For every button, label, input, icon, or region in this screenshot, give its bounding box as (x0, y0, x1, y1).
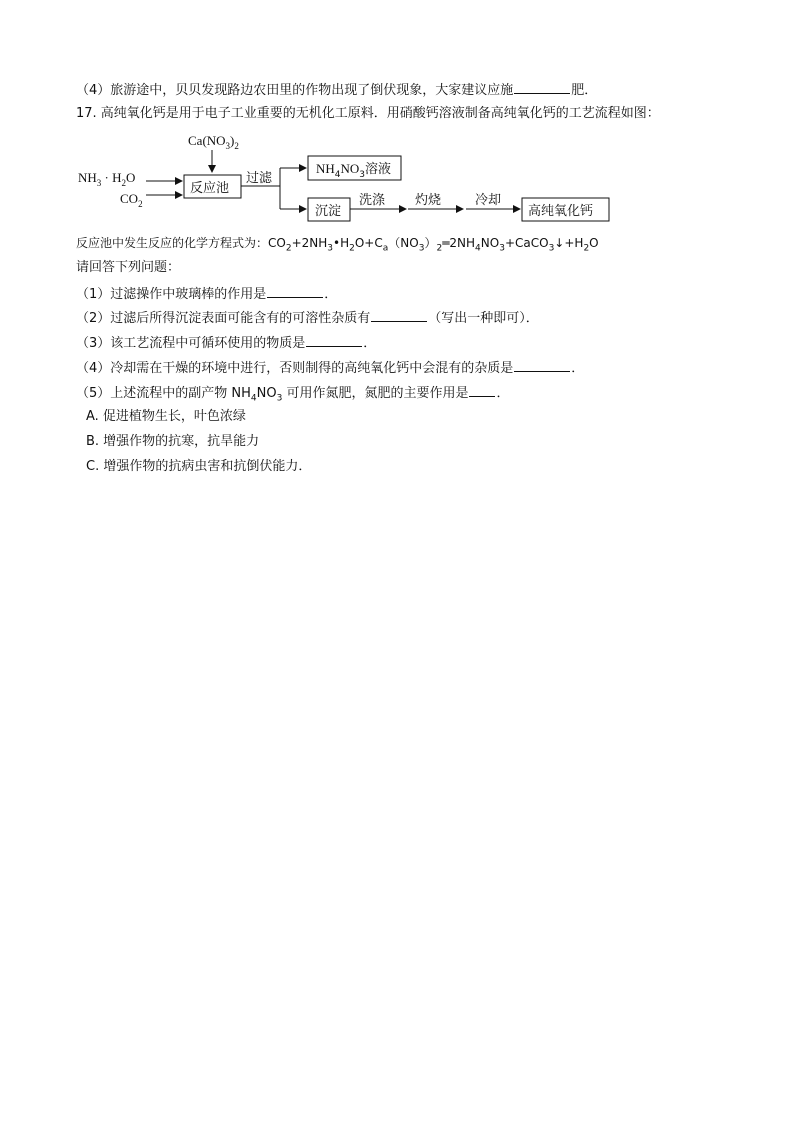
filter-label: 过滤 (246, 171, 273, 186)
sub-question-3-blank[interactable] (306, 332, 362, 347)
sub-question-2-blank[interactable] (371, 307, 427, 322)
q17-stem: 17. 高纯氧化钙是用于电子工业重要的无机化工原料．用硝酸钙溶液制备高纯氧化钙的工艺流程如图： (76, 106, 660, 121)
sub-question-3-tail: ． (363, 336, 377, 351)
sub-question-1-text: （1）过滤操作中玻璃棒的作用是 (76, 287, 267, 302)
q16-4-tail: 肥． (571, 83, 598, 98)
sub-question-2-tail: （写出一种即可）． (428, 311, 539, 326)
sub-question-4 (76, 357, 584, 377)
final-product-label: 高纯氧化钙 (528, 204, 594, 219)
sub-question-3 (76, 332, 376, 352)
option-c[interactable]: C. 增强作物的抗病虫害和抗倒伏能力． (86, 459, 312, 474)
burn-label: 灼烧 (415, 193, 442, 208)
reaction-equation-line (76, 233, 599, 253)
sub-question-1-blank[interactable] (267, 283, 323, 298)
reactor-label: 反应池 (190, 181, 230, 196)
sub-question-4-text: （4）冷却需在干燥的环境中进行，否则制得的高纯氧化钙中会混有的杂质是 (76, 361, 514, 376)
sub-question-4-blank[interactable] (514, 357, 570, 372)
cool-label: 冷却 (475, 193, 502, 208)
sub-question-5 (76, 382, 510, 402)
q16-4-text: （4）旅游途中，贝贝发现路边农田里的作物出现了倒伏现象，大家建议应施 (76, 83, 514, 98)
equation-prefix: 反应池中发生反应的化学方程式为： (76, 236, 269, 250)
sub-question-5-sub2: 3 (276, 393, 283, 404)
sub-question-2 (76, 307, 539, 327)
process-flow-diagram (70, 128, 630, 228)
ammonium-nitrate-label: $NH_4NO_3$溶液 (316, 161, 392, 180)
option-b[interactable]: B. 增强作物的抗寒，抗旱能力 (86, 434, 260, 449)
input-calcium-nitrate: $Ca(NO_3)_2$ (188, 133, 239, 151)
sub-question-5-text-b: NO (256, 386, 277, 401)
sub-question-2-text: （2）过滤后所得沉淀表面可能含有的可溶性杂质有 (76, 311, 371, 326)
sub-question-4-tail: ． (571, 361, 585, 376)
sub-question-5-text-c: 可用作氮肥，氮肥的主要作用是 (282, 386, 469, 401)
precipitate-label: 沉淀 (315, 204, 342, 219)
sub-question-5-tail: ． (496, 386, 510, 401)
input-ammonia-water: $NH_3 \cdot H_2O$ (78, 170, 136, 188)
q16-4-answer-blank[interactable] (514, 79, 570, 94)
sub-question-5-blank[interactable] (469, 382, 495, 397)
q16-4-line (76, 79, 597, 99)
sub-question-5-text-a: （5）上述流程中的副产物 NH (76, 386, 251, 401)
option-a[interactable]: A. 促进植物生长，叶色浓绿 (86, 409, 246, 424)
sub-question-5-sub1: 4 (250, 393, 257, 404)
input-carbon-dioxide: $CO_2$ (120, 191, 143, 209)
wash-label: 洗涤 (359, 193, 386, 208)
answer-prompt: 请回答下列问题： (76, 260, 181, 275)
sub-question-1-tail: ． (324, 287, 338, 302)
sub-question-3-text: （3）该工艺流程中可循环使用的物质是 (76, 336, 306, 351)
chemical-equation: $CO_2+2NH_3•H_2O+C_a(NO_3)_2═2NH_4NO_3+CaCO_3↓+H_2O$ (268, 236, 599, 254)
sub-question-1 (76, 283, 337, 303)
